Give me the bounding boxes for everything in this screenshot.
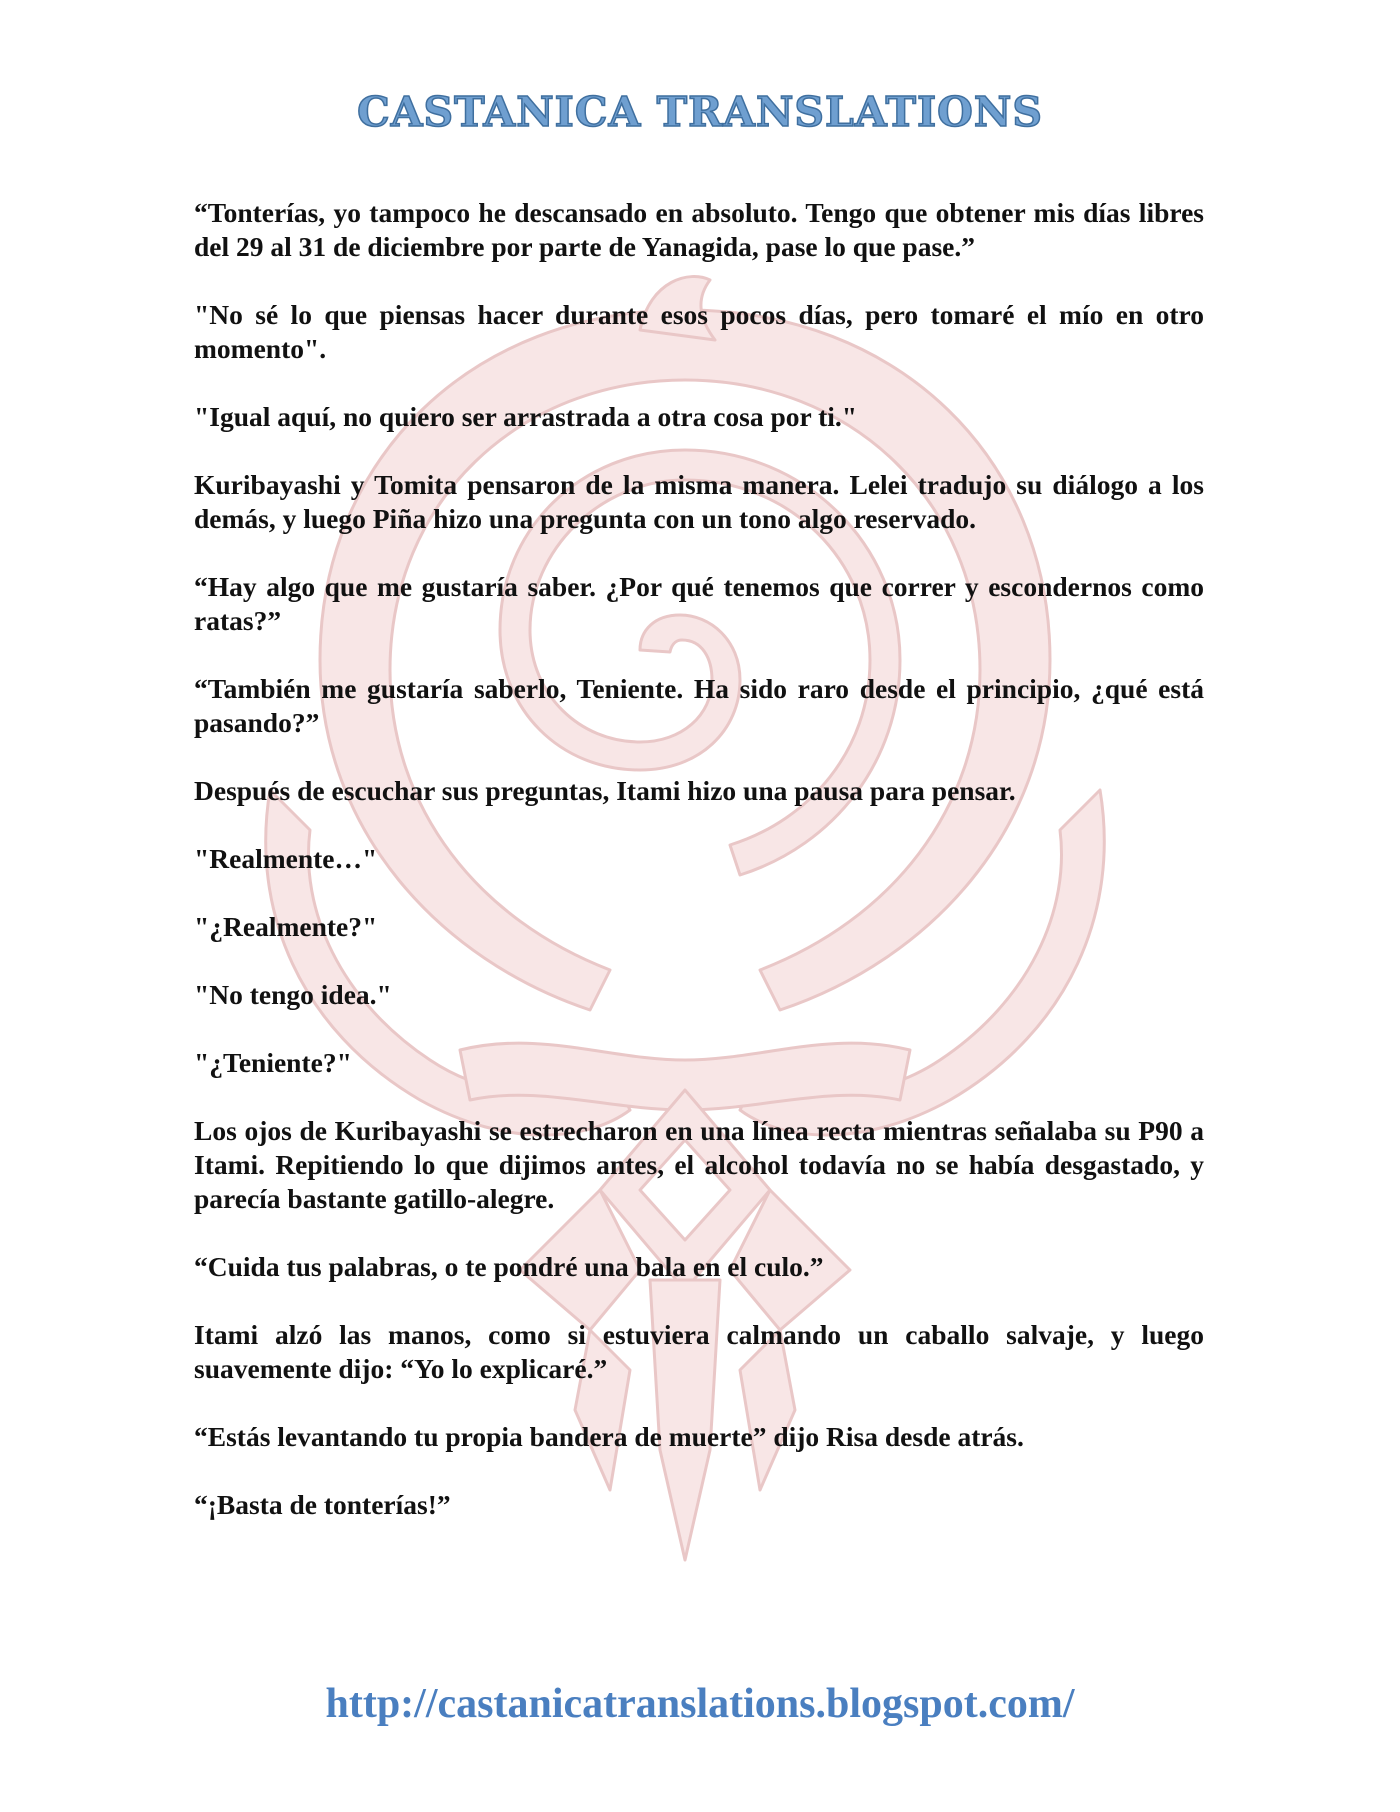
paragraph: "¿Realmente?" [194, 911, 378, 942]
paragraph: "No tengo idea." [194, 979, 392, 1010]
paragraph: “Tonterías, yo tampoco he descansado en absoluto. Tengo que obtener mis días libres del 29 al 31 de diciembre por parte de Yanagida, pase lo que pase.” [194, 197, 1204, 262]
paragraph: Después de escuchar sus preguntas, Itami hizo una pausa para pensar. [194, 775, 1016, 806]
paragraph: “¡Basta de tonterías!” [194, 1489, 451, 1520]
paragraph: “También me gustaría saberlo, Teniente. Ha sido raro desde el principio, ¿qué está pasando?” [194, 673, 1204, 738]
paragraph: Kuribayashi y Tomita pensaron de la misma manera. Lelei tradujo su diálogo a los demás, y luego Piña hizo una pregunta con un tono algo reservado. [194, 469, 1204, 534]
paragraph: “Cuida tus palabras, o te pondré una bala en el culo.” [194, 1251, 824, 1282]
paragraph: "No sé lo que piensas hacer durante esos pocos días, pero tomaré el mío en otro momento". [194, 299, 1204, 364]
paragraph: "¿Teniente?" [194, 1047, 352, 1078]
paragraph: “Estás levantando tu propia bandera de muerte” dijo Risa desde atrás. [194, 1421, 1024, 1452]
paragraph: “Hay algo que me gustaría saber. ¿Por qué tenemos que correr y escondernos como ratas?” [194, 571, 1204, 636]
document-body [194, 196, 1204, 1556]
page-header-title: CASTANICA TRANSLATIONS [357, 88, 1043, 136]
paragraph: Itami alzó las manos, como si estuviera calmando un caballo salvaje, y luego suavemente dijo: “Yo lo explicaré.” [194, 1319, 1204, 1384]
paragraph: "Realmente…" [194, 843, 378, 874]
paragraph: "Igual aquí, no quiero ser arrastrada a otra cosa por ti." [194, 401, 858, 432]
paragraph: Los ojos de Kuribayashi se estrecharon en una línea recta mientras señalaba su P90 a Itami. Repitiendo lo que dijimos antes, el alcohol todavía no se había desgastado, y parecía bastante gatillo-alegre. [194, 1115, 1204, 1214]
blog-url-link[interactable]: http://castanicatranslations.blogspot.com/ [325, 1681, 1075, 1727]
